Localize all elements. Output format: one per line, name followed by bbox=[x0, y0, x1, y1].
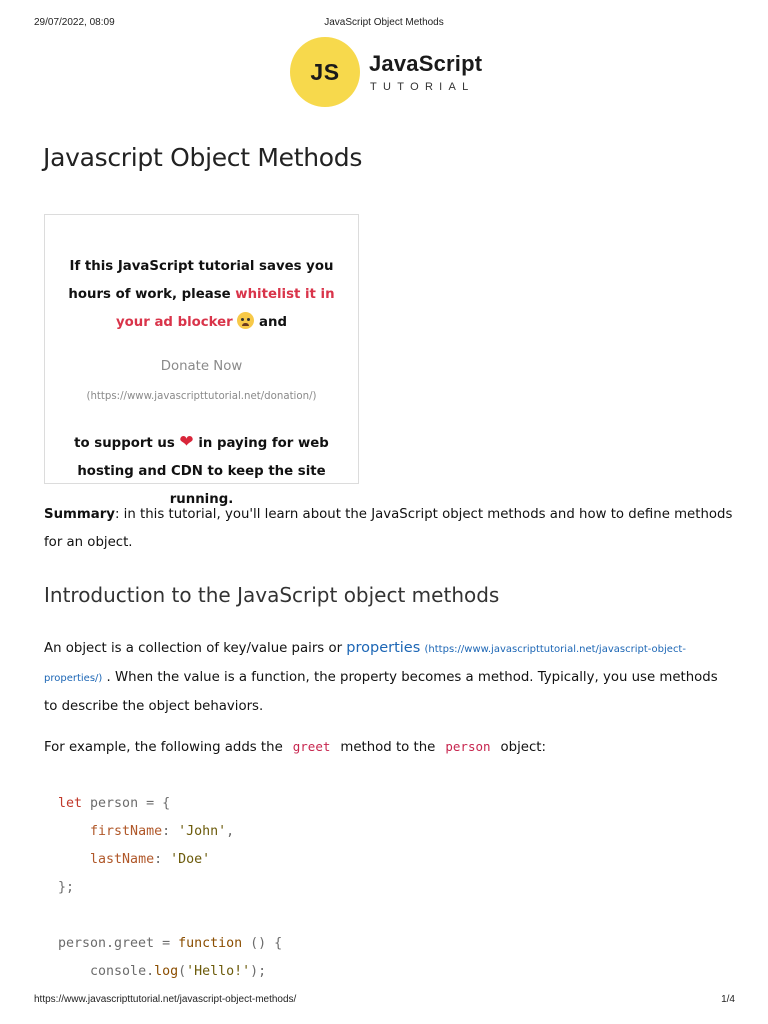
intro-paragraph bbox=[44, 634, 734, 721]
support-line3: running. bbox=[169, 492, 234, 507]
summary-paragraph bbox=[44, 501, 734, 557]
properties-url-part1[interactable]: (https://www.javascripttutorial.net/javascript-object- bbox=[424, 644, 686, 655]
code-line1-rest: person = { bbox=[82, 796, 171, 811]
code-fn-log: log bbox=[154, 964, 179, 979]
ad-line1: If this JavaScript tutorial saves you bbox=[69, 259, 334, 274]
donate-url: (https://www.javascripttutorial.net/donation/) bbox=[86, 391, 317, 402]
ad-notice-text bbox=[44, 253, 359, 337]
support-prefix: to support us bbox=[74, 436, 175, 451]
example-middle: method to the bbox=[340, 740, 436, 755]
donate-now-link[interactable]: Donate Now bbox=[160, 359, 243, 374]
print-page-title: JavaScript Object Methods bbox=[324, 17, 444, 28]
summary-text: : in this tutorial, you'll learn about the JavaScript object methods and how to define methods for an object. bbox=[44, 507, 733, 550]
example-paragraph bbox=[44, 733, 734, 762]
summary-label: Summary bbox=[44, 507, 115, 522]
whitelist-link[interactable]: whitelist it in bbox=[235, 287, 335, 302]
ad-blocker-link[interactable]: your ad blocker bbox=[116, 315, 233, 330]
logo-badge: JS bbox=[290, 37, 360, 107]
properties-url-part2[interactable]: properties/) bbox=[44, 673, 103, 684]
print-page-number: 1/4 bbox=[721, 994, 735, 1005]
code-line7-obj: console. bbox=[90, 964, 155, 979]
example-prefix: For example, the following adds the bbox=[44, 740, 283, 755]
code-line2-end: , bbox=[226, 824, 235, 839]
code-keyword-let: let bbox=[58, 796, 83, 811]
print-footer-url: https://www.javascripttutorial.net/javascript-object-methods/ bbox=[34, 994, 297, 1005]
code-string-john: 'John' bbox=[178, 824, 227, 839]
intro-text-suffix: . When the value is a function, the property becomes a method. Typically, you use methods to describe the object behaviors. bbox=[44, 670, 718, 714]
code-string-doe: 'Doe' bbox=[170, 852, 211, 867]
print-timestamp: 29/07/2022, 08:09 bbox=[34, 17, 115, 28]
code-line7-end: ); bbox=[250, 964, 267, 979]
intro-text-prefix: An object is a collection of key/value pairs or bbox=[44, 641, 347, 656]
print-footer bbox=[0, 994, 768, 1008]
ad-line2-prefix: hours of work, please bbox=[68, 287, 236, 302]
print-header bbox=[0, 17, 768, 31]
site-logo[interactable] bbox=[290, 37, 490, 109]
code-line3-colon: : bbox=[154, 852, 171, 867]
ad-line3-suffix: and bbox=[259, 315, 287, 330]
inline-code-person: person bbox=[445, 739, 491, 754]
sad-face-emoji-icon bbox=[237, 312, 254, 329]
support-suffix: in paying for web bbox=[198, 436, 329, 451]
code-block bbox=[58, 790, 282, 986]
code-line6-obj: person.greet = bbox=[58, 936, 179, 951]
inline-code-greet: greet bbox=[292, 739, 331, 754]
intro-heading: Introduction to the JavaScript object methods bbox=[44, 583, 500, 607]
code-line4: }; bbox=[58, 880, 75, 895]
code-prop-firstname: firstName bbox=[90, 824, 163, 839]
logo-subtitle: TUTORIAL bbox=[370, 81, 475, 93]
code-line6-rest: () { bbox=[242, 936, 283, 951]
page-title: Javascript Object Methods bbox=[43, 143, 363, 172]
logo-name: JavaScript bbox=[369, 51, 483, 76]
code-keyword-function: function bbox=[178, 936, 243, 951]
heart-icon: ❤ bbox=[179, 432, 194, 452]
example-suffix: object: bbox=[500, 740, 546, 755]
code-line2-colon: : bbox=[162, 824, 179, 839]
code-line7-paren: ( bbox=[178, 964, 187, 979]
support-line2: hosting and CDN to keep the site bbox=[77, 464, 326, 479]
code-string-hello: 'Hello!' bbox=[186, 964, 251, 979]
properties-link[interactable]: properties bbox=[346, 640, 421, 656]
code-prop-lastname: lastName bbox=[90, 852, 155, 867]
